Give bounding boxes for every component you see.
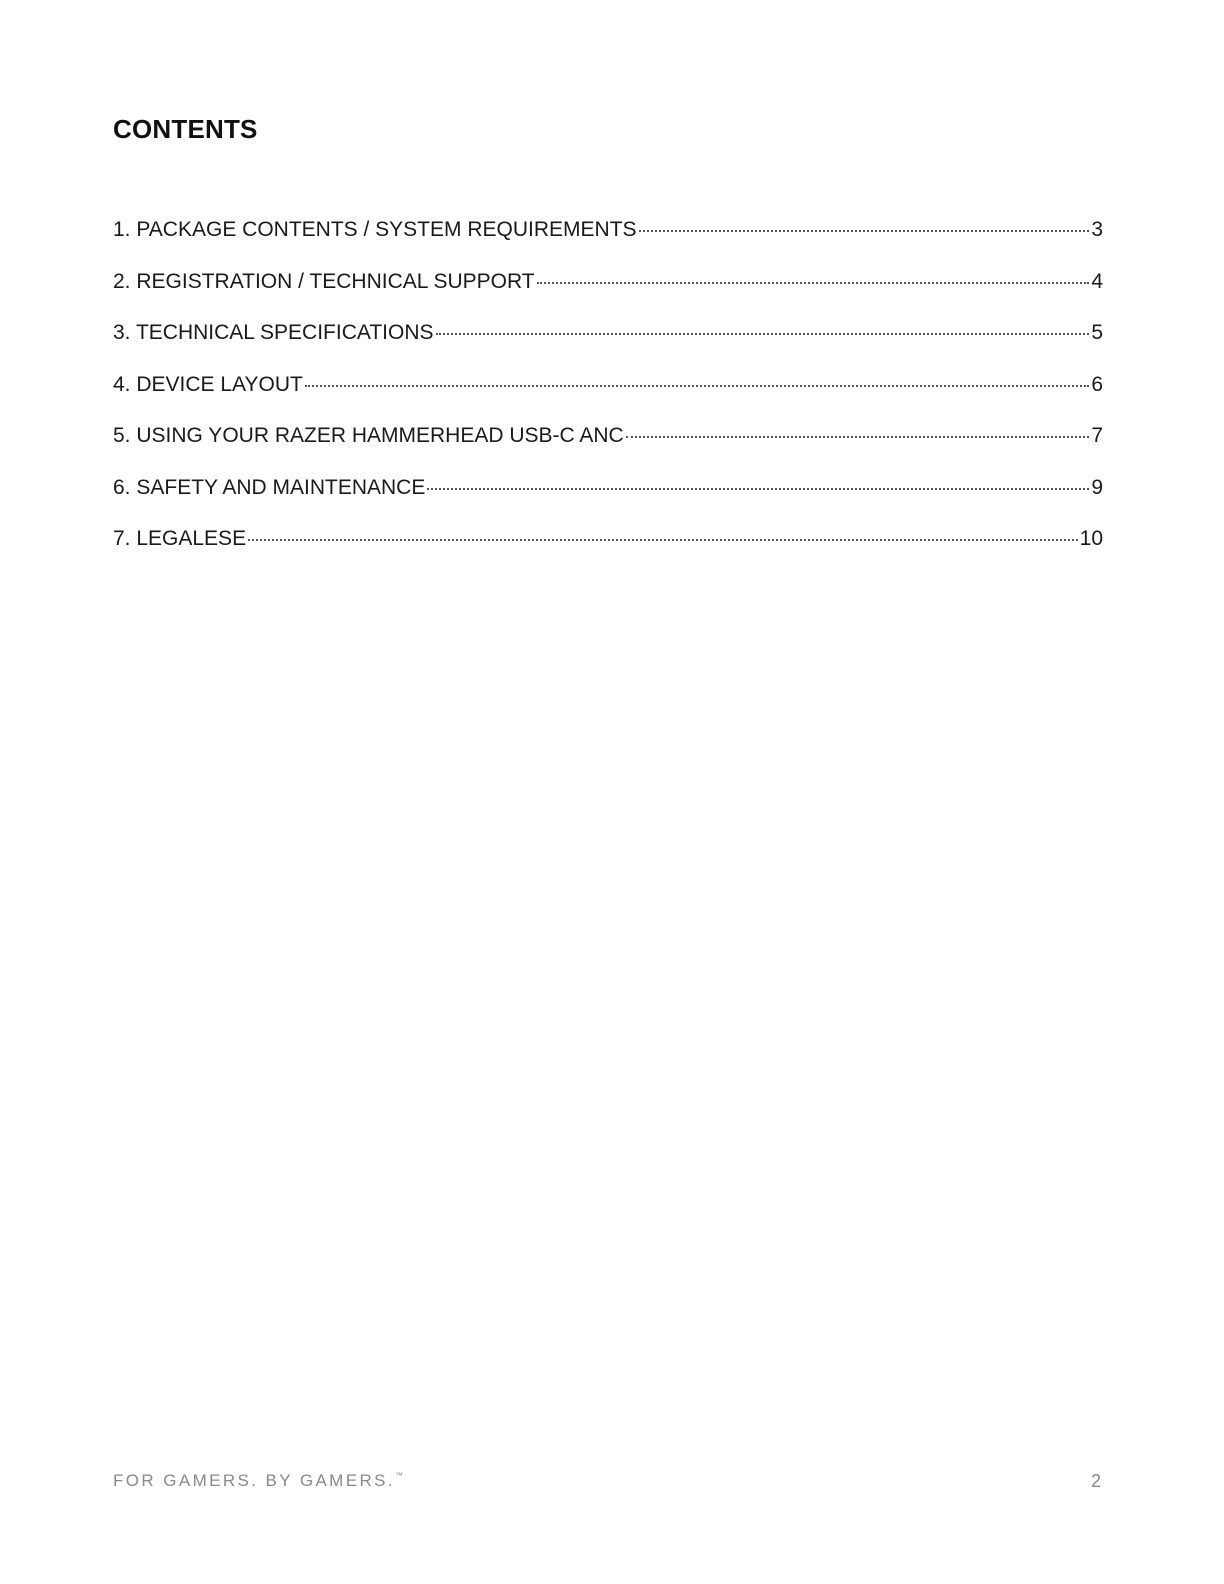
toc-entry-safety-maintenance[interactable] [113,476,1103,528]
toc-dot-leader [436,333,1090,335]
toc-dot-leader [639,230,1090,232]
toc-entry-page: 10 [1079,527,1103,550]
toc-dot-leader [248,539,1078,541]
toc-entry-page: 5 [1091,321,1103,344]
toc-entry-package-contents[interactable] [113,218,1103,270]
footer-tagline-text: FOR GAMERS. BY GAMERS. [113,1471,396,1490]
toc-entry-page: 7 [1091,424,1103,447]
toc-entry-title: 5. USING YOUR RAZER HAMMERHEAD USB-C ANC [113,424,624,447]
toc-entry-title: 4. DEVICE LAYOUT [113,372,303,396]
toc-entry-page: 6 [1091,372,1103,396]
toc-entry-title: 7. LEGALESE [113,527,247,550]
toc-dot-leader [305,385,1089,387]
toc-entry-title: 3. TECHNICAL SPECIFICATIONS [113,321,434,344]
toc-dot-leader [626,436,1090,438]
toc-entry-title: 2. REGISTRATION / TECHNICAL SUPPORT [113,269,535,293]
footer-page-number: 2 [1090,1471,1101,1491]
toc-entry-legalese[interactable] [113,527,1103,579]
footer-tagline [113,1471,403,1491]
toc-entry-registration[interactable] [113,270,1103,322]
toc-entry-device-layout[interactable] [113,373,1103,425]
toc-entry-page: 3 [1091,218,1103,241]
toc-dot-leader [537,282,1090,284]
toc-dot-leader [427,488,1089,490]
toc-entry-page: 9 [1091,475,1103,499]
toc-entry-title: 1. PACKAGE CONTENTS / SYSTEM REQUIREMENTS [113,218,637,241]
table-of-contents [113,218,1103,579]
toc-entry-using-device[interactable] [113,424,1103,476]
toc-entry-technical-specifications[interactable] [113,321,1103,373]
toc-entry-page: 4 [1091,269,1103,293]
contents-heading: CONTENTS [113,114,258,144]
trademark-symbol: ™ [395,1471,404,1480]
toc-entry-title: 6. SAFETY AND MAINTENANCE [113,475,426,499]
